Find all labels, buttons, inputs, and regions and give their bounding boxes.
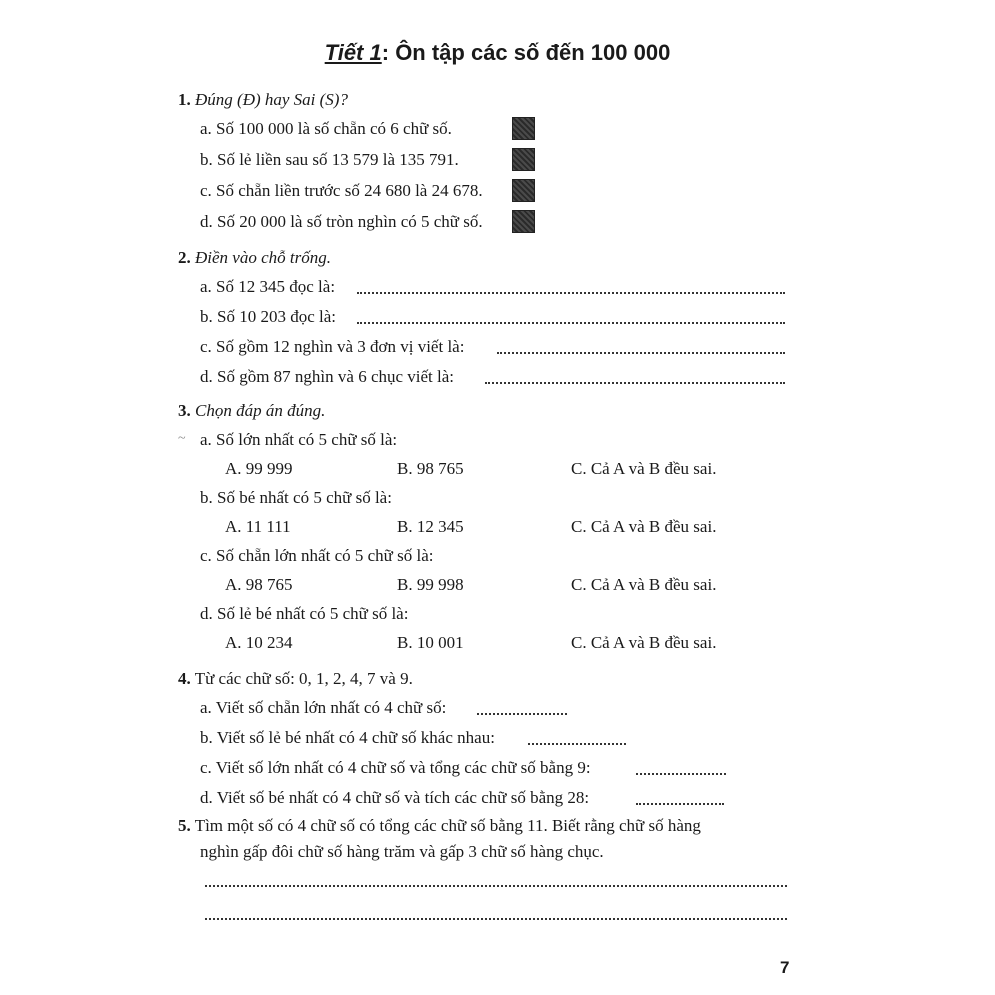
q4-item-b: b. Viết số lẻ bé nhất có 4 chữ số khác nhau: <box>200 728 495 747</box>
q3-b-option-a[interactable]: A. 11 111 <box>225 517 291 536</box>
q2-item-b: b. Số 10 203 đọc là: <box>200 307 336 326</box>
q5-text-1: Tìm một số có 4 chữ số có tổng các chữ số bằng 11. Biết rằng chữ số hàng <box>194 816 701 835</box>
q2-blank-b[interactable] <box>357 322 785 324</box>
q1-number: 1. <box>178 90 191 109</box>
q3-b-option-c[interactable]: C. Cả A và B đều sai. <box>571 517 717 536</box>
q2-heading <box>178 248 331 268</box>
q3-d-option-c[interactable]: C. Cả A và B đều sai. <box>571 633 717 652</box>
q3-a-option-b[interactable]: B. 98 765 <box>397 459 464 478</box>
q3-heading <box>178 401 325 421</box>
q3-b-option-b[interactable]: B. 12 345 <box>397 517 464 536</box>
q1-item-a: a. Số 100 000 là số chẵn có 6 chữ số. <box>200 119 452 138</box>
answer-box-a[interactable] <box>512 117 535 140</box>
stray-mark: ~ <box>178 431 186 446</box>
q4-blank-d[interactable] <box>636 803 724 805</box>
q2-item-d: d. Số gồm 87 nghìn và 6 chục viết là: <box>200 367 455 386</box>
lesson-label: Tiết 1 <box>324 40 382 65</box>
answer-box-d[interactable] <box>512 210 535 233</box>
q3-d-option-b[interactable]: B. 10 001 <box>397 633 464 652</box>
q1-text: Đúng (Đ) hay Sai (S)? <box>195 90 348 109</box>
q4-item-c: c. Viết số lớn nhất có 4 chữ số và tổng các chữ số bằng 9: <box>200 758 591 777</box>
q3-d-option-a[interactable]: A. 10 234 <box>225 633 293 652</box>
q2-item-a: a. Số 12 345 đọc là: <box>200 277 336 296</box>
q5-answer-line-2[interactable] <box>205 918 787 920</box>
q5-answer-line-1[interactable] <box>205 885 787 887</box>
answer-box-c[interactable] <box>512 179 535 202</box>
q4-heading <box>178 669 413 689</box>
q1-heading <box>178 90 348 110</box>
answer-box-b[interactable] <box>512 148 535 171</box>
title-separator: : <box>381 40 390 65</box>
q3-c-option-b[interactable]: B. 99 998 <box>397 575 464 594</box>
q2-number: 2. <box>178 248 191 267</box>
q2-blank-a[interactable] <box>357 292 785 294</box>
q3-text: Chọn đáp án đúng. <box>195 401 326 420</box>
q3-number: 3. <box>178 401 191 420</box>
q4-blank-a[interactable] <box>477 713 567 715</box>
q2-blank-d[interactable] <box>485 382 785 384</box>
q4-blank-b[interactable] <box>528 743 626 745</box>
q3-c-option-a[interactable]: A. 98 765 <box>225 575 293 594</box>
lesson-title: Ôn tập các số đến 100 000 <box>395 40 671 65</box>
q3-c-option-c[interactable]: C. Cả A và B đều sai. <box>571 575 717 594</box>
q3-a-option-c[interactable]: C. Cả A và B đều sai. <box>571 459 717 478</box>
q4-number: 4. <box>178 669 191 688</box>
q2-blank-c[interactable] <box>497 352 785 354</box>
page-number: 7 <box>780 958 790 977</box>
q3-a-option-a[interactable]: A. 99 999 <box>225 459 293 478</box>
q4-text: Từ các chữ số: 0, 1, 2, 4, 7 và 9. <box>194 669 413 688</box>
q4-blank-c[interactable] <box>636 773 726 775</box>
q4-item-d: d. Viết số bé nhất có 4 chữ số và tích các chữ số bằng 28: <box>200 788 590 807</box>
q5-line-1 <box>178 816 701 836</box>
q5-line-2: nghìn gấp đôi chữ số hàng trăm và gấp 3 chữ số hàng chục. <box>200 842 604 861</box>
q3-prompt-a: a. Số lớn nhất có 5 chữ số là: <box>200 430 398 449</box>
q3-prompt-d: d. Số lẻ bé nhất có 5 chữ số là: <box>200 604 409 623</box>
q1-item-b: b. Số lẻ liền sau số 13 579 là 135 791. <box>200 150 459 169</box>
q5-number: 5. <box>178 816 191 835</box>
q2-item-c: c. Số gồm 12 nghìn và 3 đơn vị viết là: <box>200 337 465 356</box>
q1-item-c: c. Số chẵn liền trước số 24 680 là 24 678. <box>200 181 483 200</box>
q4-item-a: a. Viết số chẵn lớn nhất có 4 chữ số: <box>200 698 447 717</box>
q3-prompt-c: c. Số chẵn lớn nhất có 5 chữ số là: <box>200 546 434 565</box>
q2-text: Điền vào chỗ trống. <box>195 248 331 267</box>
q3-prompt-b: b. Số bé nhất có 5 chữ số là: <box>200 488 392 507</box>
q1-item-d: d. Số 20 000 là số tròn nghìn có 5 chữ số. <box>200 212 483 231</box>
page-title <box>0 40 995 66</box>
